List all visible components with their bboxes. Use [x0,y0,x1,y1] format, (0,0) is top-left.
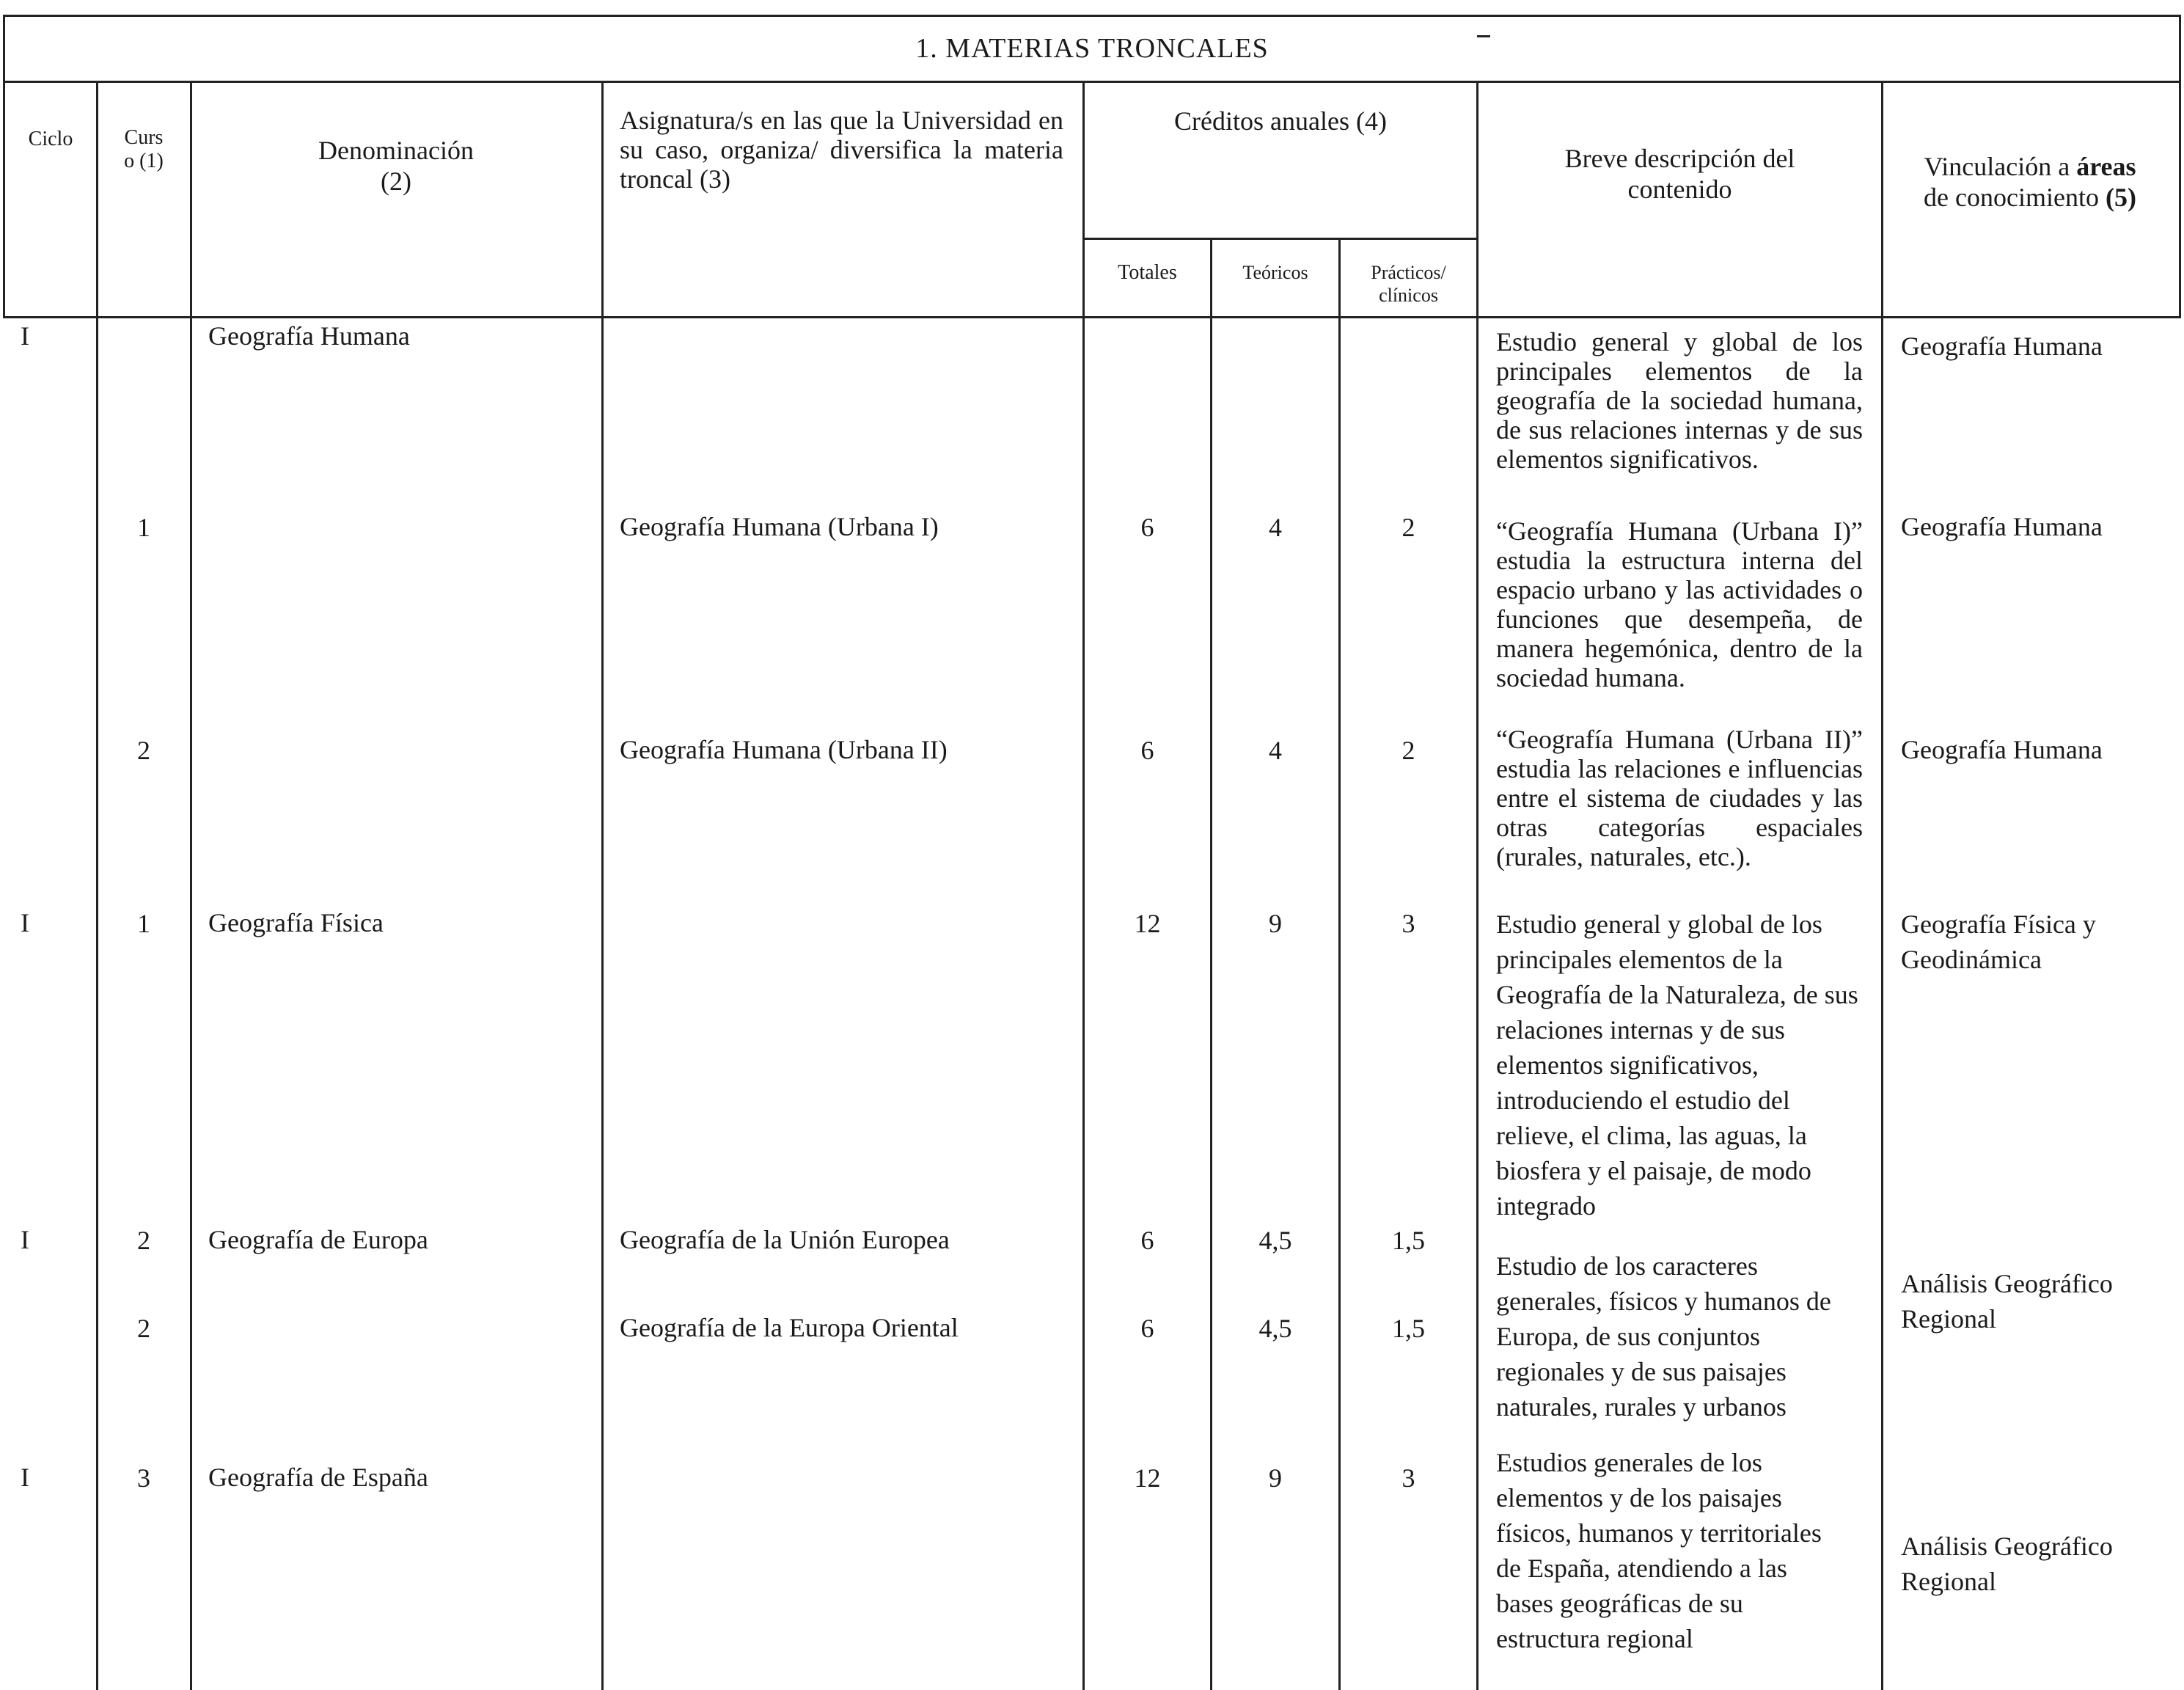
row-4-teoricos: 4,5 [1258,1226,1292,1255]
header-vinculacion [1883,151,2177,213]
row-4-asignatura: Geografía de la Unión Europea [620,1225,950,1254]
row-1-descripcion: “Geografía Humana (Urbana I)” estudia la estructura interna del espacio urbano y las actividades o funciones que desempeña, de manera hegemónica, dentro de la sociedad humana. [1496,516,1863,692]
row-6-teoricos: 9 [1269,1463,1282,1493]
header-practicos: Prácticos/ clínicos [1371,262,1446,306]
header-vinculacion-part-d: (5) [2105,183,2136,212]
stray-dash-mark [1477,35,1490,37]
row-0-area: Geografía Humana [1901,332,2103,361]
row-3-descripcion: Estudio general y global de los principales elementos de la Geografía de la Naturaleza, de sus relaciones internas y de sus elementos significativos, introduciendo el estudio del relieve, el clima, las aguas, la biosfera y el paisaje, de modo integrado [1496,910,1858,1221]
header-vinculacion-part-c: de conocimiento [1924,183,2106,212]
row-5-teoricos: 4,5 [1258,1314,1292,1343]
col-divider-descripcion [1881,81,1883,1690]
col-divider-curso [190,81,192,1690]
row-4-descripcion: Estudio de los caracteres generales, físicos y humanos de Europa, de sus conjuntos regionales y de sus paisajes naturales, rurales y urbanos [1496,1251,1831,1422]
header-asignaturas: Asignatura/s en las que la Universidad en su caso, organiza/ diversifica la materia troncal (3) [620,106,1063,194]
row-0-ciclo: I [21,321,29,351]
credits-subheader-divider [1082,238,1478,240]
row-1-area: Geografía Humana [1901,512,2103,541]
row-1-totales: 6 [1140,513,1154,542]
header-descripcion: Breve descripción del contenido [1564,144,1795,204]
header-totales: Totales [1118,261,1177,284]
row-3-curso: 1 [137,909,150,938]
row-6-curso: 3 [137,1463,150,1493]
row-4-ciclo: I [21,1225,29,1254]
row-4-curso: 2 [137,1226,150,1255]
header-bottom-divider [3,316,2181,318]
col-divider-asignatura [1082,81,1085,1690]
row-1-curso: 1 [137,513,150,542]
row-1-practicos: 2 [1401,513,1415,542]
col-divider-denominacion [601,81,604,1690]
row-6-totales: 12 [1134,1463,1161,1493]
row-2-descripcion: “Geografía Humana (Urbana II)” estudia las relaciones e influencias entre el sistema de ciudades y las otras categorías espaciales (rurales, naturales, etc.). [1496,725,1863,871]
row-2-curso: 2 [137,736,150,765]
row-3-area: Geografía Física y Geodinámica [1901,910,2096,974]
header-vinculacion-part-a: Vinculación a [1924,152,2077,181]
row-3-denominacion: Geografía Física [208,908,384,937]
row-5-asignatura: Geografía de la Europa Oriental [620,1313,959,1342]
row-3-totales: 12 [1134,909,1161,938]
row-1-asignatura: Geografía Humana (Urbana I) [620,512,939,541]
row-3-practicos: 3 [1401,909,1415,938]
row-6-area: Análisis Geográfico Regional [1901,1532,2113,1596]
row-6-practicos: 3 [1401,1463,1415,1493]
page-title: 1. MATERIAS TRONCALES [915,33,1269,64]
row-2-practicos: 2 [1401,736,1415,765]
row-2-totales: 6 [1140,736,1154,765]
row-6-ciclo: I [21,1463,29,1492]
header-creditos: Créditos anuales (4) [1174,106,1387,136]
row-3-ciclo: I [21,908,29,937]
row-4-practicos: 1,5 [1392,1226,1425,1255]
header-ciclo: Ciclo [28,128,73,150]
row-3-teoricos: 9 [1269,909,1282,938]
title-divider [3,81,2181,83]
row-4-denominacion: Geografía de Europa [208,1225,428,1254]
header-denominacion: Denominación (2) [318,136,474,196]
row-0-denominacion: Geografía Humana [208,321,410,351]
row-6-descripcion: Estudios generales de los elementos y de los paisajes físicos, humanos y territoriales de España, atendiendo a las bases geográficas de su estructura regional [1496,1448,1822,1653]
row-4-totales: 6 [1140,1226,1154,1255]
col-divider-practicos [1476,81,1478,1690]
row-2-asignatura: Geografía Humana (Urbana II) [620,735,948,764]
row-5-curso: 2 [137,1314,150,1343]
row-6-denominacion: Geografía de España [208,1463,428,1492]
header-curso: Curs o (1) [124,126,164,172]
row-5-totales: 6 [1140,1314,1154,1343]
header-vinculacion-part-b: áreas [2076,152,2136,181]
row-0-descripcion: Estudio general y global de los principales elementos de la geografía de la sociedad humana, de sus relaciones internas y de sus elementos significativos. [1496,327,1863,474]
row-2-area: Geografía Humana [1901,735,2103,764]
table-border-top [3,15,2181,17]
row-2-teoricos: 4 [1269,736,1282,765]
row-5-practicos: 1,5 [1392,1314,1425,1343]
header-teoricos: Teóricos [1242,262,1308,283]
col-divider-ciclo [96,81,98,1690]
row-1-teoricos: 4 [1269,513,1282,542]
row-4-area: Análisis Geográfico Regional [1901,1269,2113,1334]
